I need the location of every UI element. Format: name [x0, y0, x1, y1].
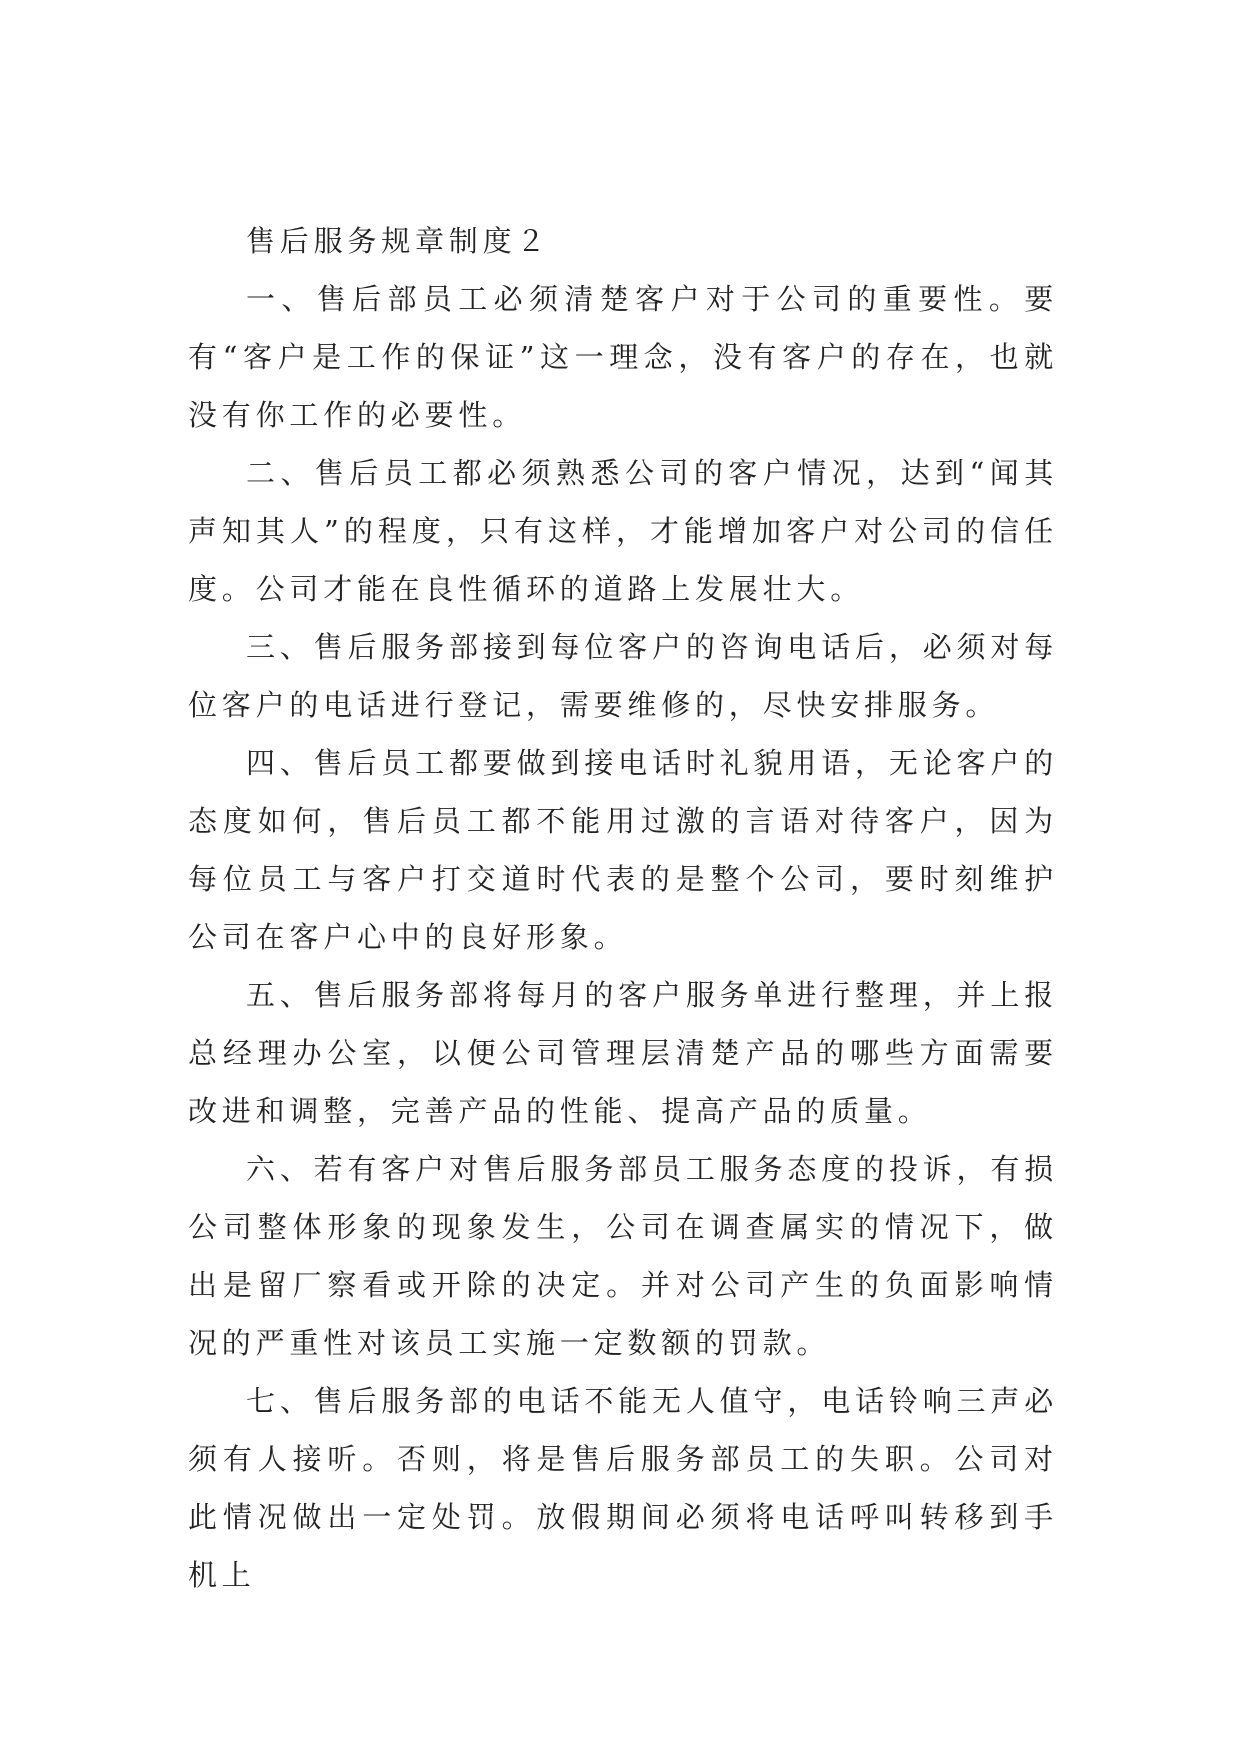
paragraph-6: 六、若有客户对售后服务部员工服务态度的投诉，有损公司整体形象的现象发生，公司在调查属实的情况下，做出是留厂察看或开除的决定。并对公司产生的负面影响情况的严重性对该员工实施一定数额的罚款。: [188, 1152, 1058, 1360]
paragraph-1: 一、售后部员工必须清楚客户对于公司的重要性。要有“客户是工作的保证”这一理念，没有客户的存在，也就没有你工作的必要性。: [188, 282, 1058, 432]
document-title: 售后服务规章制度２: [246, 224, 551, 258]
paragraph-4: 四、售后员工都要做到接电话时礼貌用语，无论客户的态度如何，售后员工都不能用过激的言语对待客户，因为每位员工与客户打交道时代表的是整个公司，要时刻维护公司在客户心中的良好形象。: [188, 746, 1058, 954]
paragraph-5: 五、售后服务部将每月的客户服务单进行整理，并上报总经理办公室，以便公司管理层清楚产品的哪些方面需要改进和调整，完善产品的性能、提高产品的质量。: [188, 978, 1058, 1128]
paragraph-7: 七、售后服务部的电话不能无人值守，电话铃响三声必须有人接听。否则，将是售后服务部员工的失职。公司对此情况做出一定处罚。放假期间必须将电话呼叫转移到手机上: [188, 1384, 1058, 1592]
paragraph-3: 三、售后服务部接到每位客户的咨询电话后，必须对每位客户的电话进行登记，需要维修的，尽快安排服务。: [188, 630, 1058, 722]
paragraph-2: 二、售后员工都必须熟悉公司的客户情况，达到“闻其声知其人”的程度，只有这样，才能增加客户对公司的信任度。公司才能在良性循环的道路上发展壮大。: [188, 456, 1058, 606]
document-body: [188, 212, 1058, 1604]
